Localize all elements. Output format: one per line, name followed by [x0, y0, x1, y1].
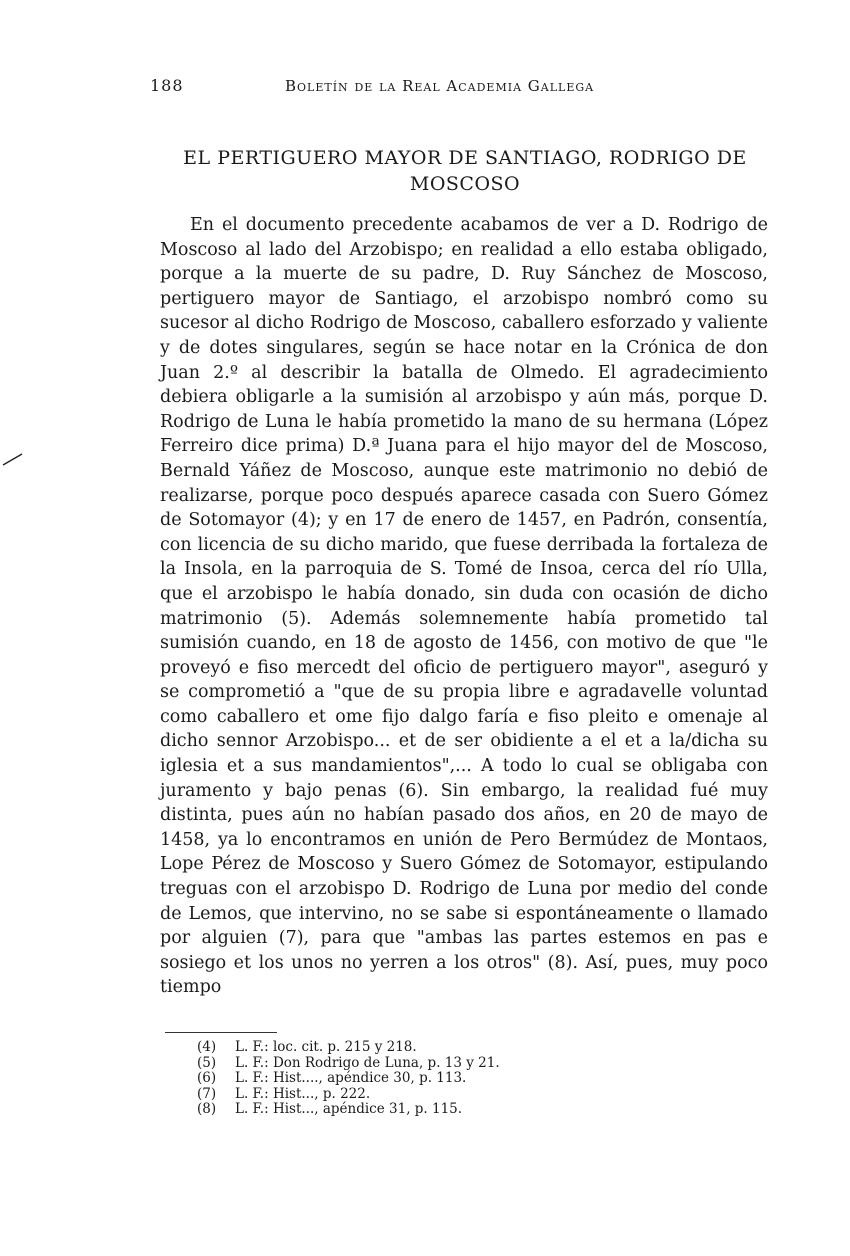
footnote-mark: (8) [197, 1101, 217, 1118]
article-title-line-1: EL PERTIGUERO MAYOR DE SANTIAGO, RODRIGO DE [183, 147, 747, 169]
page-number: 188 [150, 76, 184, 95]
footnote-text: L. F.: Hist..., apéndice 31, p. 115. [235, 1101, 463, 1118]
article-title [160, 145, 770, 197]
footnote-mark: (4) [197, 1039, 217, 1055]
footnote [197, 1056, 697, 1072]
footnote [197, 1087, 697, 1103]
footnote-text: L. F.: loc. cit. p. 215 y 218. [235, 1039, 417, 1055]
paragraph: En el documento precedente acabamos de ver a D. Rodrigo de Moscoso al lado del Arzobispo; en realidad a ello estaba obligado, porque a la muerte de su padre, D. Ruy Sánchez de Moscoso, pertiguero mayor de Santiago, el arzobispo nombró como su sucesor al dicho Rodrigo de Moscoso, caballero esforzado y valiente y de dotes singulares, según se hace notar en la Crónica de don Juan 2.º al describir la batalla de Olmedo. El agradecimiento debiera obligarle a la sumisión al arzobispo y aún más, porque D. Rodrigo de Luna le había prometido la mano de su hermana (López Ferreiro dice prima) D.ª Juana para el hijo mayor del de Moscoso, Bernald Yáñez de Moscoso, aunque este matrimonio no debió de realizarse, porque poco después aparece casada con Suero Gómez de Sotomayor (4); y en 17 de enero de 1457, en Padrón, consentía, con licencia de su dicho marido, que fuese derribada la fortaleza de la Insola, en la parroquia de S. Tomé de Insoa, cerca del río Ulla, que el arzobispo le había donado, sin duda con ocasión de dicho matrimonio (5). Además solemnemente había prometido tal sumisión cuando, en 18 de agosto de 1456, con motivo de que "le proveyó e fiso mercedt del oficio de pertiguero mayor", aseguró y se comprometió a "que de su propia libre e agradavelle voluntad como caballero et ome fijo dalgo faría e fiso pleito e omenaje al dicho sennor Arzobispo... et de ser obidiente a el et a la/dicha su iglesia et a sus mandamientos",... A todo lo cual se obligaba con juramento y bajo penas (6). Sin embargo, la realidad fué muy distinta, pues aún no habían pasado dos años, en 20 de mayo de 1458, ya lo encontramos en unión de Pero Bermúdez de Montaos, Lope Pérez de Moscoso y Suero Gómez de Sotomayor, estipulando treguas con el arzobispo D. Rodrigo de Luna por medio del conde de Lemos, que intervino, no se sabe si espontáneamente o llamado por alguien (7), para que "ambas las partes estemos en pas e sosiego et los unos no yerren a los otros" (8). Así, pues, muy poco tiempo [160, 215, 768, 998]
margin-pen-mark-icon [2, 452, 24, 466]
footnote [197, 1102, 697, 1118]
footnote-mark: (7) [197, 1085, 217, 1102]
footnote-text: L. F.: Hist...., apéndice 30, p. 113. [235, 1070, 467, 1087]
footnote-text: L. F.: Don Rodrigo de Luna, p. 13 y 21. [235, 1054, 500, 1071]
footnote-divider [165, 1032, 277, 1033]
footnote-mark: (6) [197, 1070, 217, 1087]
body-text [160, 213, 768, 1000]
footnote [197, 1071, 697, 1087]
footnotes [197, 1040, 697, 1118]
footnote-text: L. F.: Hist..., p. 222. [235, 1085, 371, 1102]
article-title-line-2: MOSCOSO [409, 173, 521, 195]
footnote-mark: (5) [197, 1054, 217, 1071]
footnote [197, 1040, 697, 1056]
journal-title: Boletín de la Real Academia Gallega [285, 77, 595, 95]
